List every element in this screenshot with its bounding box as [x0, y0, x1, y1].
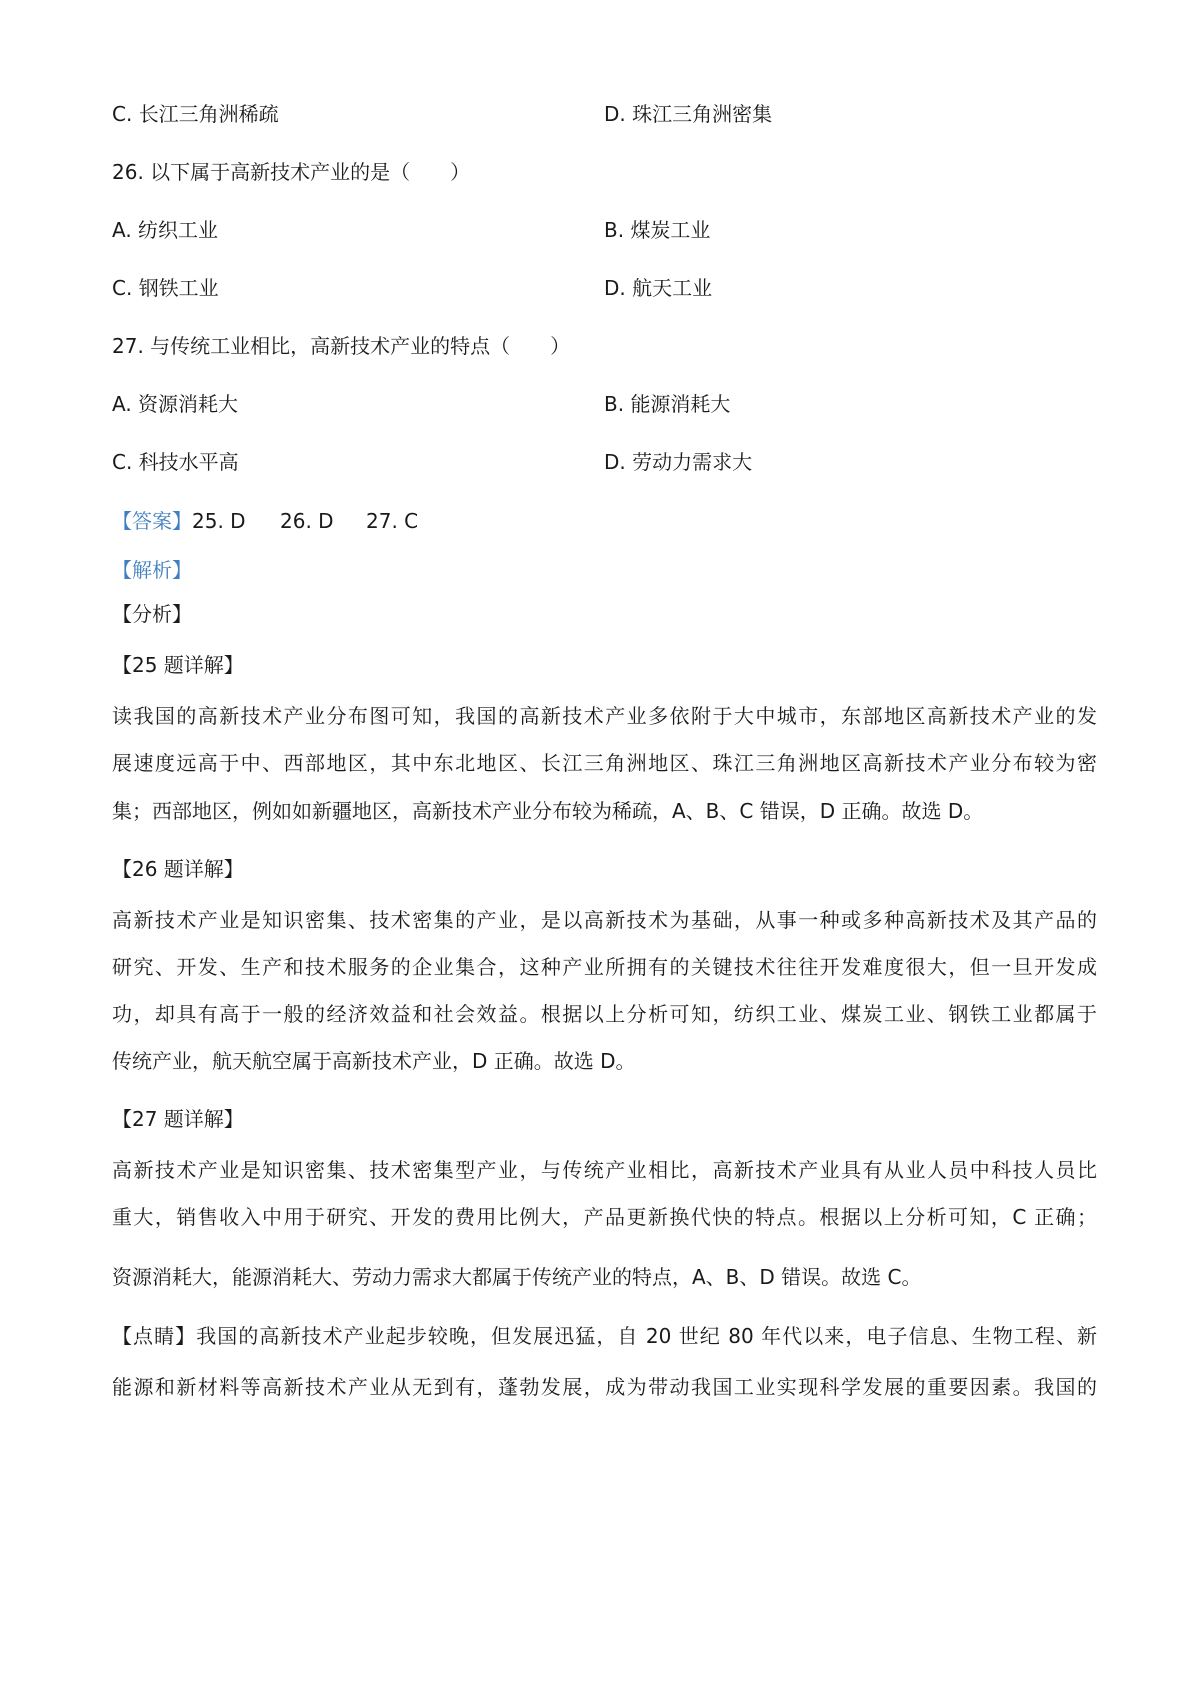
answer-item: 25. D [192, 509, 246, 533]
answer-item: 27. C [366, 509, 419, 533]
detail26-header: 【26 题详解】 [112, 857, 244, 881]
q25-option-d: D. 珠江三角洲密集 [604, 102, 773, 126]
q27-option-d: D. 劳动力需求大 [604, 450, 753, 474]
q27-option-c: C. 科技水平高 [112, 450, 239, 474]
answer-tag: 【答案】 [112, 509, 192, 533]
detail27-line: 高新技术产业是知识密集、技术密集型产业，与传统产业相比，高新技术产业具有从业人员中科技人员比 [112, 1158, 1097, 1182]
detail25-line: 读我国的高新技术产业分布图可知，我国的高新技术产业多依附于大中城市，东部地区高新技术产业的发 [112, 704, 1097, 728]
detail27-line: 重大，销售收入中用于研究、开发的费用比例大，产品更新换代快的特点。根据以上分析可知，C 正确； [112, 1205, 1097, 1229]
detail26-line: 功，却具有高于一般的经济效益和社会效益。根据以上分析可知，纺织工业、煤炭工业、钢铁工业都属于 [112, 1002, 1097, 1026]
dianjing-line: 能源和新材料等高新技术产业从无到有，蓬勃发展，成为带动我国工业实现科学发展的重要因素。我国的 [112, 1375, 1097, 1399]
detail25-header: 【25 题详解】 [112, 653, 244, 677]
q26-option-d: D. 航天工业 [604, 276, 713, 300]
detail25-line: 展速度远高于中、西部地区，其中东北地区、长江三角洲地区、珠江三角洲地区高新技术产业分布较为密 [112, 751, 1097, 775]
detail26-line: 高新技术产业是知识密集、技术密集的产业，是以高新技术为基础，从事一种或多种高新技术及其产品的 [112, 908, 1097, 932]
analysis-subheader: 【分析】 [112, 602, 192, 626]
detail26-line: 研究、开发、生产和技术服务的企业集合，这种产业所拥有的关键技术往往开发难度很大，但一旦开发成 [112, 955, 1097, 979]
detail27-line: 资源消耗大，能源消耗大、劳动力需求大都属于传统产业的特点，A、B、D 错误。故选 C。 [112, 1265, 922, 1289]
detail26-line: 传统产业，航天航空属于高新技术产业，D 正确。故选 D。 [112, 1049, 636, 1073]
q27-option-b: B. 能源消耗大 [604, 392, 731, 416]
q26-option-b: B. 煤炭工业 [604, 218, 711, 242]
q26-option-a: A. 纺织工业 [112, 218, 219, 242]
q27-stem: 27. 与传统工业相比，高新技术产业的特点（ ） [112, 334, 571, 358]
analysis-tag: 【解析】 [112, 558, 192, 582]
q26-option-c: C. 钢铁工业 [112, 276, 219, 300]
q25-option-c: C. 长江三角洲稀疏 [112, 102, 279, 126]
answer-item: 26. D [280, 509, 334, 533]
detail27-header: 【27 题详解】 [112, 1107, 244, 1131]
answer-line [112, 508, 418, 534]
q27-option-a: A. 资源消耗大 [112, 392, 239, 416]
dianjing-line: 【点睛】我国的高新技术产业起步较晚，但发展迅猛，自 20 世纪 80 年代以来，电子信息、生物工程、新 [112, 1324, 1097, 1348]
detail25-line: 集；西部地区，例如如新疆地区，高新技术产业分布较为稀疏，A、B、C 错误，D 正确。故选 D。 [112, 799, 984, 823]
q26-stem: 26. 以下属于高新技术产业的是（ ） [112, 160, 471, 184]
